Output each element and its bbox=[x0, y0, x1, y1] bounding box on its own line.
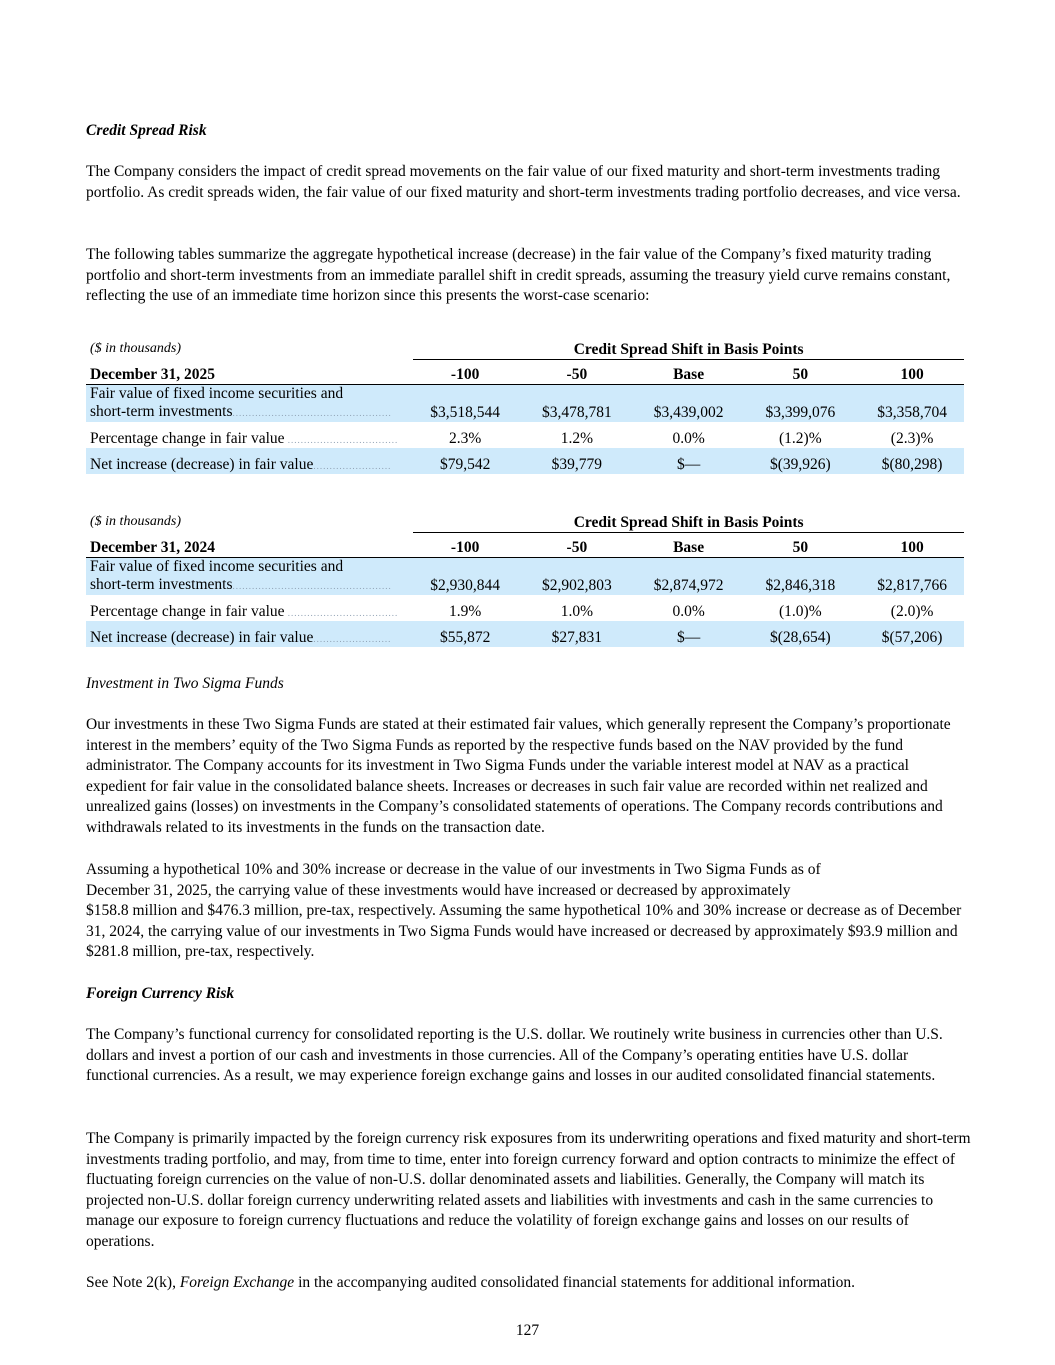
table-date-header: December 31, 2024 bbox=[86, 532, 413, 557]
table-cell: $3,399,076 bbox=[748, 384, 852, 422]
span-header: Credit Spread Shift in Basis Points bbox=[413, 331, 964, 359]
table-cell: $2,930,844 bbox=[413, 557, 517, 595]
credit-spread-risk-heading: Credit Spread Risk bbox=[86, 122, 207, 139]
table-cell: $(39,926) bbox=[748, 448, 852, 474]
credit-spread-paragraph-2: The following tables summarize the aggregate hypothetical increase (decrease) in the fair value of the Company’s fixed maturity trading portfolio and short-term investments from an immediate parallel shift in credit spreads, assuming the treasury yield curve remains constant, reflecting the use of an immediate time horizon since this presents the worst-case scenario: bbox=[86, 246, 951, 305]
column-header: 50 bbox=[748, 359, 852, 384]
table-cell: (2.0)% bbox=[890, 602, 934, 620]
table-cell: $(57,206) bbox=[860, 621, 964, 647]
table-cell: 1.9% bbox=[448, 602, 482, 620]
two-sigma-paragraph-2: Assuming a hypothetical 10% and 30% increase or decrease in the value of our investments in Two Sigma Funds as of December 31, 2025, the carrying value of these investments would have increased or decreased by approximately $158.8 million and $476.3 million, pre-tax, respectively. Assuming the same hypothetical 10% and 30% increase or decrease as of December 31, 2024, the carrying value of our investments in Two Sigma Funds would have increased or decreased by approximately $93.9 million and $281.8 million, pre-tax, respectively. bbox=[86, 861, 962, 961]
table-cell: 0.0% bbox=[672, 602, 705, 620]
row-label: Net increase (decrease) in fair value........................ bbox=[86, 621, 413, 647]
table-cell: $2,874,972 bbox=[637, 557, 741, 595]
credit-spread-table-2025 bbox=[86, 331, 964, 474]
foreign-currency-risk-heading: Foreign Currency Risk bbox=[86, 985, 235, 1002]
units-label: ($ in thousands) bbox=[90, 514, 181, 529]
table-cell: $3,478,781 bbox=[525, 384, 629, 422]
table-cell: $2,846,318 bbox=[748, 557, 852, 595]
column-header: Base bbox=[637, 359, 741, 384]
table-cell: $79,542 bbox=[413, 448, 517, 474]
two-sigma-paragraph-1: Our investments in these Two Sigma Funds are stated at their estimated fair values, which generally represent the Company’s proportionate interest in the members’ equity of the Two Sigma Funds as reported by the respective funds based on the NAV provided by the fund administrator. The Company accounts for its investment in Two Sigma Funds under the variable interest model at NAV as a practical expedient for fair value in the consolidated balance sheets. Increases or decreases in such fair value are recorded within net realized and unrealized gains (losses) on investments in the Company’s consolidated statements of operations. The Company records contributions and withdrawals related to its investments in the funds on the transaction date. bbox=[86, 716, 951, 836]
table-row bbox=[86, 448, 964, 474]
column-header: -50 bbox=[525, 359, 629, 384]
table-row bbox=[86, 384, 964, 422]
column-header: -100 bbox=[413, 532, 517, 557]
table-cell: 0.0% bbox=[672, 429, 705, 447]
units-label: ($ in thousands) bbox=[90, 341, 181, 356]
table-cell: $3,439,002 bbox=[637, 384, 741, 422]
column-header: -100 bbox=[413, 359, 517, 384]
column-header: Base bbox=[637, 532, 741, 557]
span-header: Credit Spread Shift in Basis Points bbox=[413, 504, 964, 532]
table-cell: 1.0% bbox=[560, 602, 594, 620]
table-cell: $27,831 bbox=[525, 621, 629, 647]
row-label: Percentage change in fair value .................................. bbox=[90, 429, 399, 447]
foreign-exchange-reference: Foreign Exchange bbox=[179, 1274, 295, 1291]
page-number: 127 bbox=[515, 1322, 540, 1339]
foreign-currency-paragraph-1: The Company’s functional currency for consolidated reporting is the U.S. dollar. We routinely write business in currencies other than U.S. dollars and invest a portion of our cash and investments in those currencies. All of the Company’s operating entities have U.S. dollar functional currencies. As a result, we may experience foreign exchange gains and losses in our audited consolidated financial statements. bbox=[86, 1026, 943, 1085]
table-cell: 1.2% bbox=[560, 429, 594, 447]
two-sigma-heading: Investment in Two Sigma Funds bbox=[86, 675, 284, 692]
table-cell: $55,872 bbox=[413, 621, 517, 647]
table-cell: $39,779 bbox=[525, 448, 629, 474]
column-header: 100 bbox=[860, 532, 964, 557]
column-header: 100 bbox=[860, 359, 964, 384]
table-cell: (1.2)% bbox=[779, 429, 822, 447]
table-cell: (2.3)% bbox=[890, 429, 934, 447]
credit-spread-paragraph-1: The Company considers the impact of credit spread movements on the fair value of our fixed maturity and short-term investments trading portfolio. As credit spreads widen, the fair value of our fixed maturity and short-term investments trading portfolio decreases, and vice versa. bbox=[86, 163, 961, 201]
table-cell: $3,518,544 bbox=[413, 384, 517, 422]
column-header: 50 bbox=[748, 532, 852, 557]
table-cell: $2,817,766 bbox=[860, 557, 964, 595]
table-row bbox=[86, 621, 964, 647]
foreign-currency-paragraph-3: See Note 2(k), Foreign Exchange in the accompanying audited consolidated financial statements for additional information. bbox=[86, 1274, 856, 1291]
table-row bbox=[86, 422, 964, 448]
table-cell: $(28,654) bbox=[748, 621, 852, 647]
column-header: -50 bbox=[525, 532, 629, 557]
table-row bbox=[86, 557, 964, 595]
table-cell: (1.0)% bbox=[779, 602, 822, 620]
foreign-currency-paragraph-2: The Company is primarily impacted by the foreign currency risk exposures from its underwriting operations and fixed maturity and short-term investments trading portfolio, and may, from time to time, enter into foreign currency forward and option contracts to minimize the effect of fluctuating foreign currencies on the value of non-U.S. dollar denominated assets and liabilities. Generally, the Company will match its projected non-U.S. dollar foreign currency underwriting related assets and liabilities with investments and cash in the same currencies to manage our exposure to foreign currency fluctuations and reduce the volatility of foreign exchange gains and losses on our results of operations. bbox=[86, 1130, 971, 1250]
row-label: Net increase (decrease) in fair value........................ bbox=[86, 448, 413, 474]
table-row bbox=[86, 595, 964, 621]
table-cell: 2.3% bbox=[448, 429, 482, 447]
table-cell: $— bbox=[637, 448, 741, 474]
credit-spread-table-2024 bbox=[86, 504, 964, 647]
table-date-header: December 31, 2025 bbox=[86, 359, 413, 384]
row-label: Fair value of fixed income securities and short-term investments................................................. bbox=[86, 384, 413, 422]
table-cell: $— bbox=[637, 621, 741, 647]
row-label: Percentage change in fair value .................................. bbox=[90, 602, 399, 620]
row-label: Fair value of fixed income securities and short-term investments................................................. bbox=[86, 557, 413, 595]
table-cell: $2,902,803 bbox=[525, 557, 629, 595]
table-cell: $3,358,704 bbox=[860, 384, 964, 422]
table-cell: $(80,298) bbox=[860, 448, 964, 474]
